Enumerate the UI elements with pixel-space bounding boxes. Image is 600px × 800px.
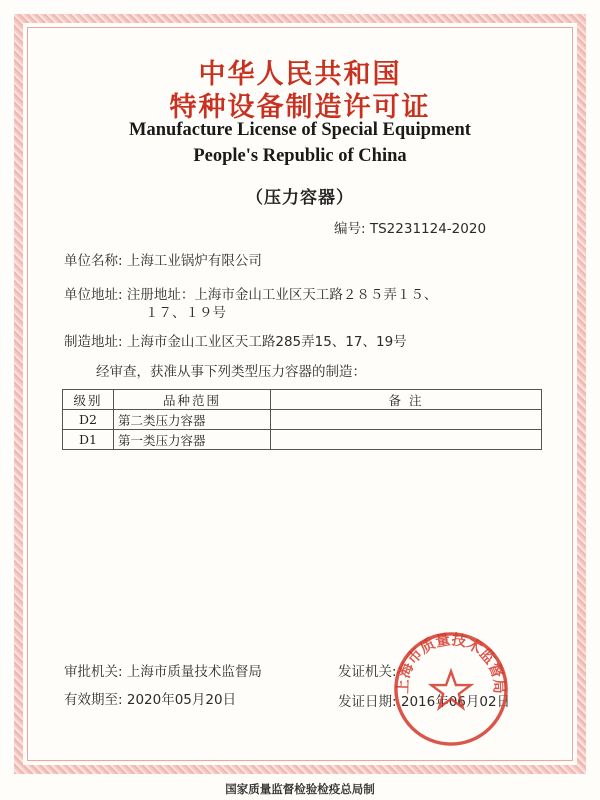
official-seal-icon — [392, 630, 510, 748]
header-level: 级别 — [63, 390, 114, 410]
issue-date-label: 发证日期: — [338, 694, 397, 710]
license-scope-table — [62, 389, 542, 450]
category-subtitle: （压力容器） — [246, 188, 354, 208]
table-header-row — [63, 390, 542, 410]
row-level: D1 — [63, 430, 114, 450]
row-note — [271, 430, 542, 450]
header-note: 备 注 — [271, 390, 542, 410]
approval-authority-value: 上海市质量技术监督局 — [126, 664, 262, 680]
row-range: 第二类压力容器 — [114, 410, 271, 430]
table-row — [63, 450, 542, 451]
title-cn-line1: 中华人民共和国 — [198, 59, 402, 90]
svg-text:上海市质量技术监督局: 上海市质量技术监督局 — [394, 631, 508, 695]
row-level-empty — [63, 450, 114, 451]
table-row — [63, 430, 542, 450]
issue-date-value: 2016年06月02日 — [400, 694, 511, 710]
valid-until-value: 2020年05月20日 — [126, 692, 237, 708]
unit-name-label: 单位名称: — [64, 253, 123, 269]
row-note — [271, 410, 542, 430]
valid-until-label: 有效期至: — [64, 692, 123, 708]
approval-statement: 经审查，获准从事下列类型压力容器的制造： — [96, 364, 366, 380]
manufacture-address-row — [64, 330, 407, 350]
title-cn-line2: 特种设备制造许可证 — [169, 92, 431, 123]
unit-address-label: 单位地址: — [64, 287, 123, 303]
row-range: 第一类压力容器 — [114, 430, 271, 450]
row-note-empty — [271, 450, 542, 451]
unit-address-value-line1: 注册地址：上海市金山工业区天工路２８５弄１５、 — [126, 287, 438, 303]
unit-name-value: 上海工业锅炉有限公司 — [126, 253, 262, 269]
issuing-authority-row — [338, 660, 397, 680]
footer-issuer: 国家质量监督检验检疫总局制 — [225, 782, 375, 796]
table-row — [63, 410, 542, 430]
license-number-value: TS2231124-2020 — [369, 221, 487, 237]
header-range: 品种范围 — [114, 390, 271, 410]
approval-authority-row — [64, 660, 262, 680]
row-level: D2 — [63, 410, 114, 430]
unit-name-row — [64, 249, 262, 269]
unit-address-row — [64, 283, 437, 303]
title-en-line1: Manufacture License of Special Equipment — [129, 120, 471, 140]
title-en-line2: People's Republic of China — [193, 146, 407, 166]
approval-authority-label: 审批机关: — [64, 664, 123, 680]
valid-until-row — [64, 688, 236, 708]
manufacture-address-value: 上海市金山工业区天工路285弄15、17、19号 — [126, 334, 407, 350]
row-range-empty — [114, 450, 271, 451]
unit-address-value-line2: １７、１９号 — [145, 305, 226, 321]
license-number — [334, 217, 486, 237]
issuing-authority-label: 发证机关: — [338, 664, 397, 680]
license-number-label: 编号: — [334, 221, 366, 237]
manufacture-address-label: 制造地址: — [64, 334, 123, 350]
